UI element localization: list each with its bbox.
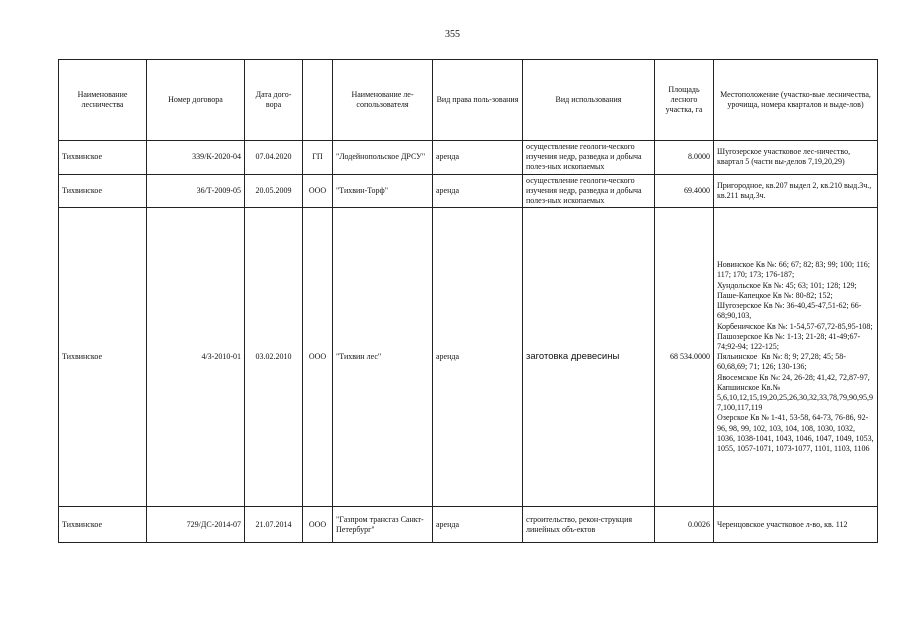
cell-area: 69.4000 <box>655 174 714 208</box>
cell-contract-date: 20.05.2009 <box>245 174 303 208</box>
cell-right-type: аренда <box>433 208 523 507</box>
cell-use-type: осуществление геологи-ческого изучения недр, разведка и добыча полез-ных ископаемых <box>523 141 655 175</box>
cell-forestry: Тихвинское <box>59 208 147 507</box>
table-row <box>59 208 878 507</box>
cell-org-form: ООО <box>303 208 333 507</box>
location-line: Хундольское Кв №: 45; 63; 101; 128; 129; <box>717 280 857 290</box>
cell-forestry: Тихвинское <box>59 141 147 175</box>
cell-location <box>714 141 878 175</box>
cell-location <box>714 174 878 208</box>
location-line: Явосемское Кв №: 24, 26-28; 41,42, 72,87-97, <box>717 372 870 382</box>
cell-forestry: Тихвинское <box>59 174 147 208</box>
cell-use-type: осуществление геологи-ческого изучения недр, разведка и добыча полез-ных ископаемых <box>523 174 655 208</box>
cell-location <box>714 507 878 543</box>
table-row <box>59 174 878 208</box>
page-number: 355 <box>445 29 460 40</box>
cell-contract-date: 03.02.2010 <box>245 208 303 507</box>
cell-forest-user: "Лодейнопольское ДРСУ" <box>333 141 433 175</box>
cell-right-type: аренда <box>433 141 523 175</box>
cell-contract-number: 4/З-2010-01 <box>147 208 245 507</box>
location-line: 5,6,10,12,15,19,20,25,26,30,32,33,78,79,90,95,97,100,117,119 <box>717 392 873 413</box>
cell-area: 8.0000 <box>655 141 714 175</box>
header-area: Площадь лесного участка, га <box>655 60 714 141</box>
cell-contract-date: 07.04.2020 <box>245 141 303 175</box>
cell-right-type: аренда <box>433 507 523 543</box>
location-line: Новинское Кв №: 66; 67; 82; 83; 99; 100; 116; 117; 170; 173; 176-187; <box>717 260 873 280</box>
table-row <box>59 507 878 543</box>
header-use-type: Вид использования <box>523 60 655 141</box>
location-line: Черенцовское участковое л-во, кв. 112 <box>717 519 848 529</box>
cell-location <box>714 208 878 507</box>
header-contract-date: Дата дого-вора <box>245 60 303 141</box>
forest-lease-table <box>58 59 878 543</box>
cell-area: 68 534.0000 <box>655 208 714 507</box>
cell-contract-date: 21.07.2014 <box>245 507 303 543</box>
cell-forest-user: "Газпром трансгаз Санкт-Петербург" <box>333 507 433 543</box>
location-line: Капшинское Кв.№ <box>717 382 781 392</box>
header-location: Местоположение (участко-вые лесничества, урочища, номера кварталов и выде-лов) <box>714 60 878 141</box>
location-line: Озерское Кв № 1-41, 53-58, 64-73, 76-86, 92-96, 98, 99, 102, 103, 104, 108, 1030, 1032, 1036, 1038-1041, 1043, 1046, 1047, 1049, 1053, 1055, 1057-1071, 1073-1077, 1101, 1103, 1106 <box>717 413 876 453</box>
cell-right-type: аренда <box>433 174 523 208</box>
header-forestry: Наименование лесничества <box>59 60 147 141</box>
cell-forestry: Тихвинское <box>59 507 147 543</box>
location-line: Шугозерское Кв №: 36-40,45-47,51-62; 66-68;90,103, <box>717 301 862 321</box>
cell-use-type: заготовка древесины <box>523 208 655 507</box>
header-right-type: Вид права поль-зования <box>433 60 523 141</box>
cell-org-form: ГП <box>303 141 333 175</box>
cell-forest-user: "Тихвин лес" <box>333 208 433 507</box>
table-row <box>59 141 878 175</box>
header-contract-number: Номер договора <box>147 60 245 141</box>
cell-area: 0.0026 <box>655 507 714 543</box>
table-header-row <box>59 60 878 141</box>
location-line: Пашозерское Кв №: 1-13; 21-28; 41-49;67-74;92-94; 122-125; <box>717 331 861 351</box>
location-line: Пригородное, кв.207 выдел 2, кв.210 выд.3ч., кв.211 выд.3ч. <box>717 180 874 200</box>
location-line: Корбеничское Кв №: 1-54,57-67,72-85,95-108; <box>717 321 873 331</box>
cell-org-form: ООО <box>303 174 333 208</box>
location-line: Паше-Капецкое Кв №: 80-82; 152; <box>717 290 833 300</box>
cell-org-form: ООО <box>303 507 333 543</box>
cell-forest-user: "Тихвин-Торф" <box>333 174 433 208</box>
cell-contract-number: 729/ДС-2014-07 <box>147 507 245 543</box>
header-forest-user: Наименование ле-сопользователя <box>333 60 433 141</box>
location-line: Пяльинское Кв №: 8; 9; 27,28; 45; 58-60,68,69; 71; 126; 130-136; <box>717 352 846 372</box>
header-org-form <box>303 60 333 141</box>
cell-contract-number: 339/К-2020-04 <box>147 141 245 175</box>
cell-contract-number: 36/Т-2009-05 <box>147 174 245 208</box>
location-line: Шугозерское участковое лес-ничество, квартал 5 (части вы-делов 7,19,20,29) <box>717 147 853 167</box>
cell-use-type: строительство, рекон-струкция линейных объ-ектов <box>523 507 655 543</box>
